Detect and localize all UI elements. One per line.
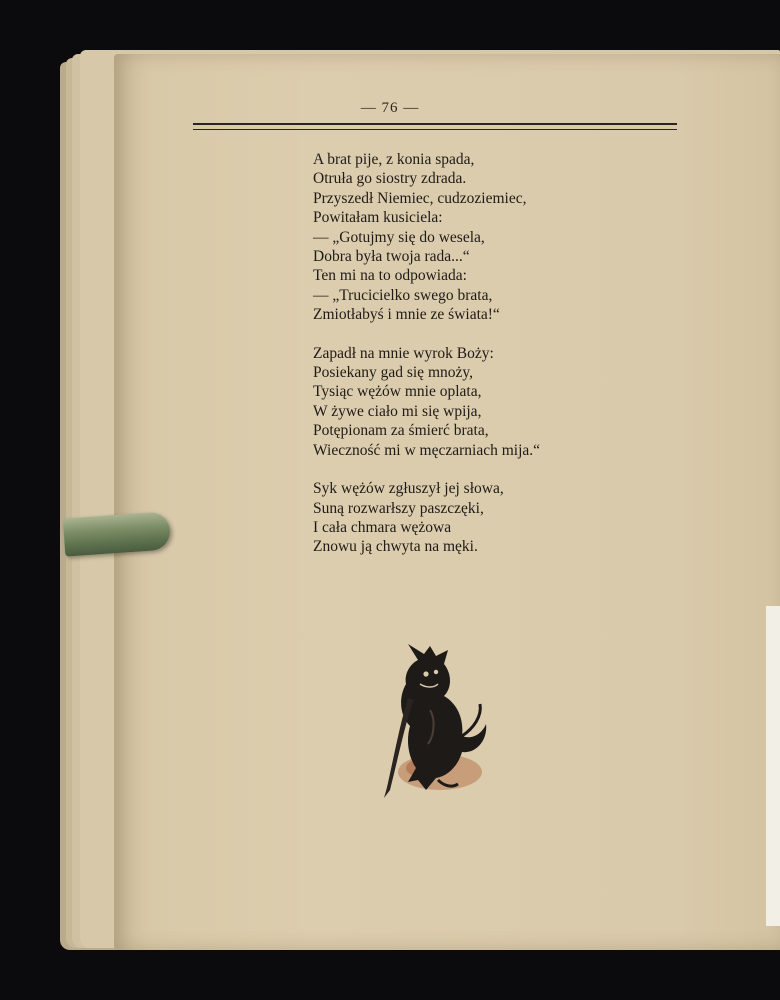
ribbon-bookmark <box>63 511 171 556</box>
poem-line: A brat pije, z konia spada, <box>313 151 475 168</box>
poem-line: Otruła go siostry zdrada. <box>313 170 467 188</box>
poem-line: Wieczność mi w męczarniach mija.“ <box>313 441 541 459</box>
stanza <box>313 344 673 460</box>
poem-line: Dobra była twoja rada...“ <box>313 248 470 266</box>
header-rule <box>193 123 677 125</box>
poem-line: Syk wężów zgłuszył jej słowa, <box>313 480 504 498</box>
poem-line: — „Gotujmy się do wesela, <box>313 228 485 246</box>
poem-line: — „Trucicielko swego brata, <box>313 286 493 304</box>
poem-line: Suną rozwarłszy paszczęki, <box>313 499 484 517</box>
poem-line: W żywe ciało mi się wpija, <box>313 402 482 420</box>
stanza <box>313 150 673 325</box>
poem-line: Zapadł na mnie wyrok Boży: <box>313 344 494 362</box>
poem-line: Potępionam za śmierć brata, <box>313 422 489 440</box>
poem-line: Posiekany gad się mnoży, <box>313 364 473 382</box>
poem-line: Znowu ją chwyta na męki. <box>313 538 478 556</box>
stanza <box>313 479 673 557</box>
header-rule-thin <box>193 129 677 130</box>
facing-page-edge <box>766 606 780 926</box>
poem-line: Powitałam kusiciela: <box>313 209 443 227</box>
poem-line: Tysiąc wężów mnie oplata, <box>313 383 482 401</box>
page-number: — 76 — <box>360 100 420 116</box>
poem-line: I cała chmara wężowa <box>313 518 452 536</box>
poem-line: Ten mi na to odpowiada: <box>313 267 467 285</box>
poem-line: Przyszedł Niemiec, cudzoziemiec, <box>313 189 527 207</box>
poem-text <box>313 150 673 576</box>
devil-figure-icon <box>378 640 490 800</box>
poem-line: Zmiotłabyś i mnie ze świata!“ <box>313 306 500 324</box>
